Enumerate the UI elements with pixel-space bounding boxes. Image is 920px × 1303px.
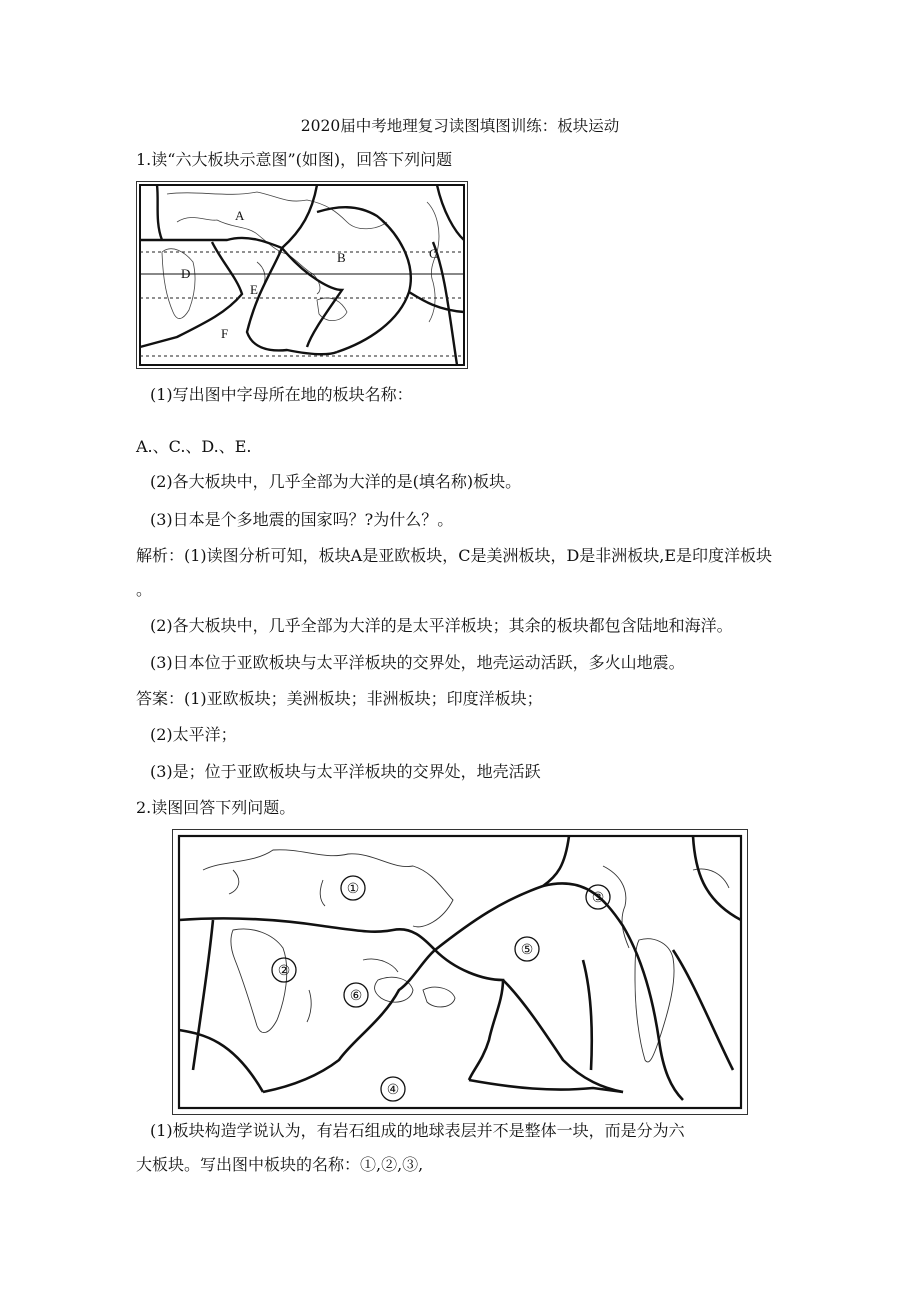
q1-answer2: (2)太平洋； [150, 725, 237, 744]
q1-analysis3: (3)日本位于亚欧板块与太平洋板块的交界处，地壳运动活跃，多火山地震。 [150, 653, 685, 672]
plate-map-1-drawing [137, 182, 467, 368]
map2-label-2 [272, 958, 296, 982]
map1-label-f: F [221, 326, 229, 341]
map1-label-b: B [337, 250, 346, 265]
plate-map-1 [136, 181, 468, 369]
map1-label-d: D [181, 266, 191, 281]
q1-sub2: (2)各大板块中，几乎全部为大洋的是(填名称)板块。 [150, 472, 522, 491]
q1-analysis2: (2)各大板块中，几乎全部为大洋的是太平洋板块；其余的板块都包含陆地和海洋。 [150, 616, 733, 635]
map2-label-5 [515, 937, 539, 961]
q1-answer1: 答案：(1)亚欧板块；美洲板块；非洲板块；印度洋板块； [136, 689, 543, 708]
q2-stem: 2.读图回答下列问题。 [136, 798, 296, 817]
svg-text:⑤: ⑤ [520, 941, 534, 957]
svg-text:④: ④ [386, 1081, 400, 1097]
q2-sub1-line2: 大板块。写出图中板块的名称：①,②,③, [136, 1155, 424, 1174]
q1-stem: 1.读“六大板块示意图”(如图)，回答下列问题 [136, 150, 453, 169]
map2-label-3 [586, 885, 610, 909]
plate-map-2 [172, 829, 748, 1115]
map1-label-e: E [250, 282, 258, 297]
svg-text:⑥: ⑥ [349, 987, 363, 1003]
map2-label-4 [381, 1077, 405, 1101]
q1-sub3: (3)日本是个多地震的国家吗？?为什么？。 [150, 510, 454, 529]
map2-label-1 [341, 876, 365, 900]
q1-sub1: (1)写出图中字母所在地的板块名称： [150, 385, 413, 404]
page-title: 2020届中考地理复习读图填图训练：板块运动 [300, 117, 620, 135]
map1-label-a: A [235, 208, 245, 223]
q1-analysis1: 解析：(1)读图分析可知，板块A是亚欧板块，C是美洲板块，D是非洲板块,E是印度洋板块 [136, 546, 773, 565]
svg-text:②: ② [277, 962, 291, 978]
q1-blank-line: A.、C.、D.、E. [136, 437, 252, 456]
svg-text:③: ③ [591, 889, 605, 905]
map2-label-6 [344, 983, 368, 1007]
map1-label-c: C [429, 246, 438, 261]
q1-analysis1-cont: 。 [136, 580, 153, 599]
plate-map-2-drawing [173, 830, 747, 1114]
q1-answer3: (3)是；位于亚欧板块与太平洋板块的交界处，地壳活跃 [150, 762, 541, 781]
q2-sub1-line1: (1)板块构造学说认为，有岩石组成的地球表层并不是整体一块，而是分为六 [150, 1121, 685, 1140]
svg-text:①: ① [346, 880, 360, 896]
